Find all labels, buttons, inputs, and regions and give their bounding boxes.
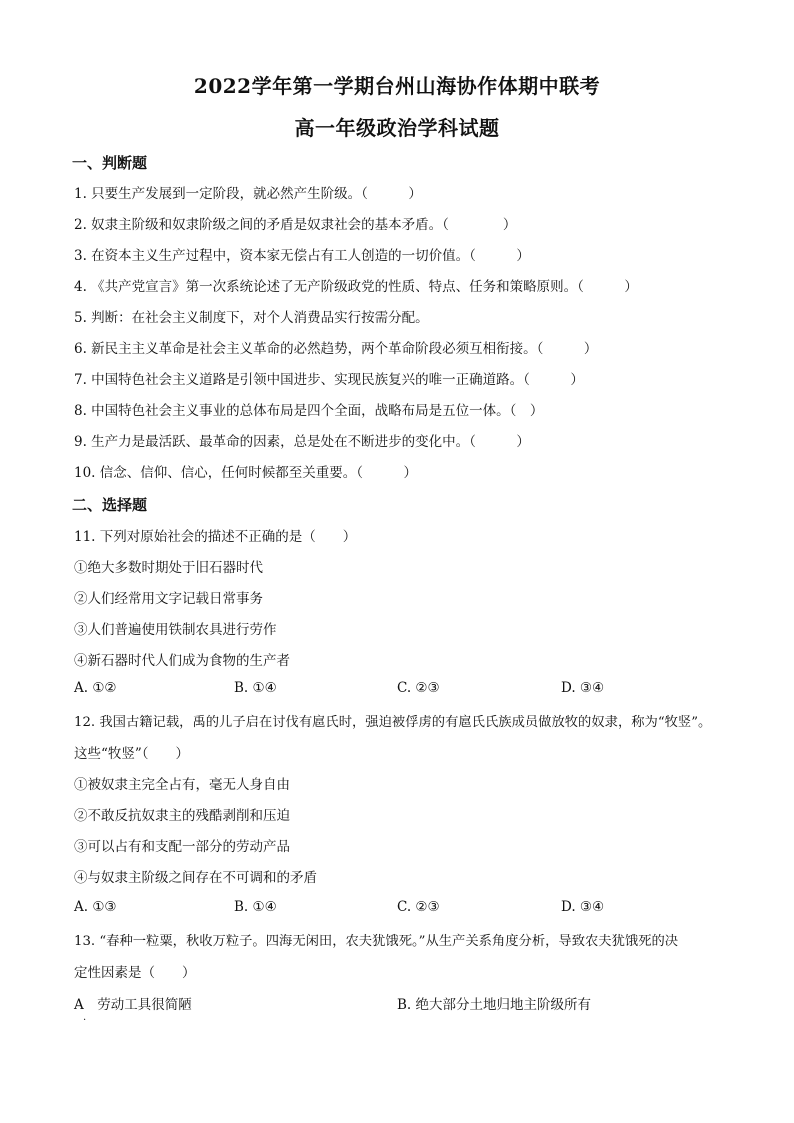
tf-question-10: 10. 信念、信仰、信心，任何时候都至关重要。（ ） [74, 465, 418, 481]
q13-option-b: B. 绝大部分土地归地主阶级所有 [397, 997, 592, 1013]
tf-question-1: 1. 只要生产发展到一定阶段，就必然产生阶级。（ ） [74, 186, 422, 202]
q11-statement-2: ②人们经常用文字记载日常事务 [74, 591, 263, 607]
tf-question-8: 8. 中国特色社会主义事业的总体布局是四个全面，战略布局是五位一体。（ ） [74, 403, 544, 419]
q11-statement-3: ③人们普遍使用铁制农具进行劳作 [74, 622, 277, 638]
q11-statement-4: ④新石器时代人们成为食物的生产者 [74, 653, 290, 669]
exam-subtitle: 高一年级政治学科试题 [294, 116, 500, 140]
q11-stem: 11. 下列对原始社会的描述不正确的是（ ） [74, 529, 357, 545]
stray-period-mark: . [83, 1012, 87, 1023]
tf-question-5: 5. 判断：在社会主义制度下，对个人消费品实行按需分配。 [74, 310, 429, 326]
tf-question-2: 2. 奴隶主阶级和奴隶阶级之间的矛盾是奴隶社会的基本矛盾。（ ） [74, 217, 517, 233]
q12-statement-1: ①被奴隶主完全占有，毫无人身自由 [74, 777, 290, 793]
q11-option-b: B. ①④ [234, 680, 277, 696]
q12-option-c: C. ②③ [397, 899, 440, 915]
exam-title: 2022学年第一学期台州山海协作体期中联考 [193, 74, 601, 98]
tf-question-4: 4. 《共产党宣言》第一次系统论述了无产阶级政党的性质、特点、任务和策略原则。（ ） [74, 279, 638, 295]
q12-statement-3: ③可以占有和支配一部分的劳动产品 [74, 839, 290, 855]
q11-option-a: A. ①② [74, 680, 117, 696]
q12-option-b: B. ①④ [234, 899, 277, 915]
q11-option-d: D. ③④ [561, 680, 605, 696]
q12-statement-2: ②不敢反抗奴隶主的残酷剥削和压迫 [74, 808, 290, 824]
q12-statement-4: ④与奴隶主阶级之间存在不可调和的矛盾 [74, 870, 317, 886]
q13-option-a: A 劳动工具很简陋 [74, 997, 192, 1013]
q12-option-a: A. ①③ [74, 899, 117, 915]
q13-stem-line-2: 定性因素是（ ） [74, 965, 196, 981]
q12-stem-line-2: 这些“牧竖”（ ） [74, 746, 190, 762]
tf-question-7: 7. 中国特色社会主义道路是引领中国进步、实现民族复兴的唯一正确道路。（ ） [74, 372, 584, 388]
q11-statement-1: ①绝大多数时期处于旧石器时代 [74, 560, 263, 576]
q12-option-d: D. ③④ [561, 899, 605, 915]
section-heading-true-false: 一、判断题 [72, 154, 148, 172]
tf-question-3: 3. 在资本主义生产过程中，资本家无偿占有工人创造的一切价值。（ ） [74, 248, 530, 264]
section-heading-multiple-choice: 二、选择题 [72, 496, 148, 514]
q13-stem-line-1: 13. “春种一粒粟，秋收万粒子。四海无闲田，农夫犹饿死。”从生产关系角度分析，导致农夫犹饿死的决 [74, 934, 679, 949]
q11-option-c: C. ②③ [397, 680, 440, 696]
tf-question-6: 6. 新民主主义革命是社会主义革命的必然趋势，两个革命阶段必须互相衔接。（ ） [74, 341, 598, 357]
q12-stem-line-1: 12. 我国古籍记载，禹的儿子启在讨伐有扈氏时，强迫被俘虏的有扈氏氏族成员做放牧的奴隶，称为“牧竖”。 [74, 715, 712, 730]
tf-question-9: 9. 生产力是最活跃、最革命的因素，总是处在不断进步的变化中。（ ） [74, 434, 530, 450]
